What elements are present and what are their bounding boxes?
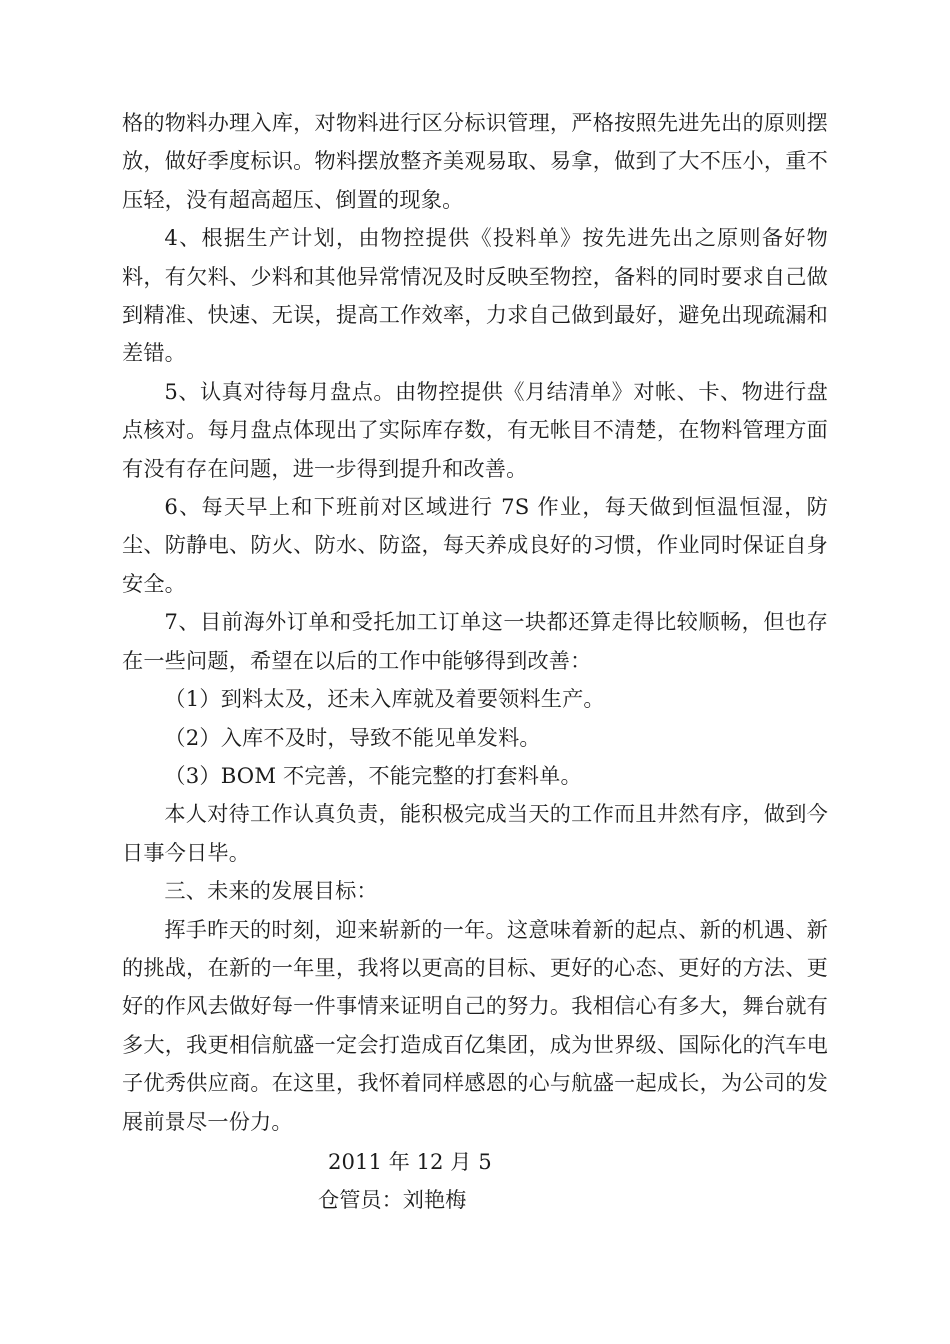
signature-date: 2011 年 12 月 5 (328, 1148, 492, 1174)
paragraph-item-5: 5、认真对待每月盘点。由物控提供《月结清单》对帐、卡、物进行盘点核对。每月盘点体现出了实际库存数，有无帐目不清楚，在物料管理方面有没有存在问题，进一步得到提升和改善。 (122, 378, 828, 481)
paragraph-sub-item-1: （1）到料太及，还未入库就及着要领料生产。 (164, 686, 605, 712)
document-body (122, 104, 828, 1220)
paragraph-item-6: 6、每天早上和下班前对区域进行 7S 作业，每天做到恒温恒湿，防尘、防静电、防火、防水、防盗，每天养成良好的习惯，作业同时保证自身安全。 (122, 494, 828, 596)
signature-author: 仓管员：刘艳梅 (318, 1187, 467, 1213)
paragraph-continued: 格的物料办理入库，对物料进行区分标识管理，严格按照先进先出的原则摆放，做好季度标识。物料摆放整齐美观易取、易拿，做到了大不压小，重不压轻，没有超高超压、倒置的现象。 (122, 110, 828, 212)
section-heading-three: 三、未来的发展目标： (164, 878, 378, 904)
paragraph-future-goals: 挥手昨天的时刻，迎来崭新的一年。这意味着新的起点、新的机遇、新的挑战，在新的一年里，我将以更高的目标、更好的心态、更好的方法、更好的作风去做好每一件事情来证明自己的努力。我相信心有多大，舞台就有多大，我更相信航盛一定会打造成百亿集团，成为世界级、国际化的汽车电子优秀供应商。在这里，我怀着同样感恩的心与航盛一起成长，为公司的发展前景尽一份力。 (122, 916, 828, 1134)
paragraph-closing: 本人对待工作认真负责，能积极完成当天的工作而且井然有序，做到今日事今日毕。 (122, 801, 828, 865)
paragraph-sub-item-3: （3）BOM 不完善，不能完整的打套料单。 (164, 762, 582, 788)
signature-block (122, 1143, 828, 1220)
paragraph-item-4: 4、根据生产计划，由物控提供《投料单》按先进先出之原则备好物料，有欠料、少料和其他异常情况及时反映至物控，备料的同时要求自己做到精准、快速、无误，提高工作效率，力求自己做到最好，避免出现疏漏和差错。 (122, 225, 828, 366)
paragraph-item-7: 7、目前海外订单和受托加工订单这一块都还算走得比较顺畅，但也存在一些问题，希望在以后的工作中能够得到改善： (122, 609, 828, 673)
paragraph-sub-item-2: （2）入库不及时，导致不能见单发料。 (164, 724, 541, 750)
